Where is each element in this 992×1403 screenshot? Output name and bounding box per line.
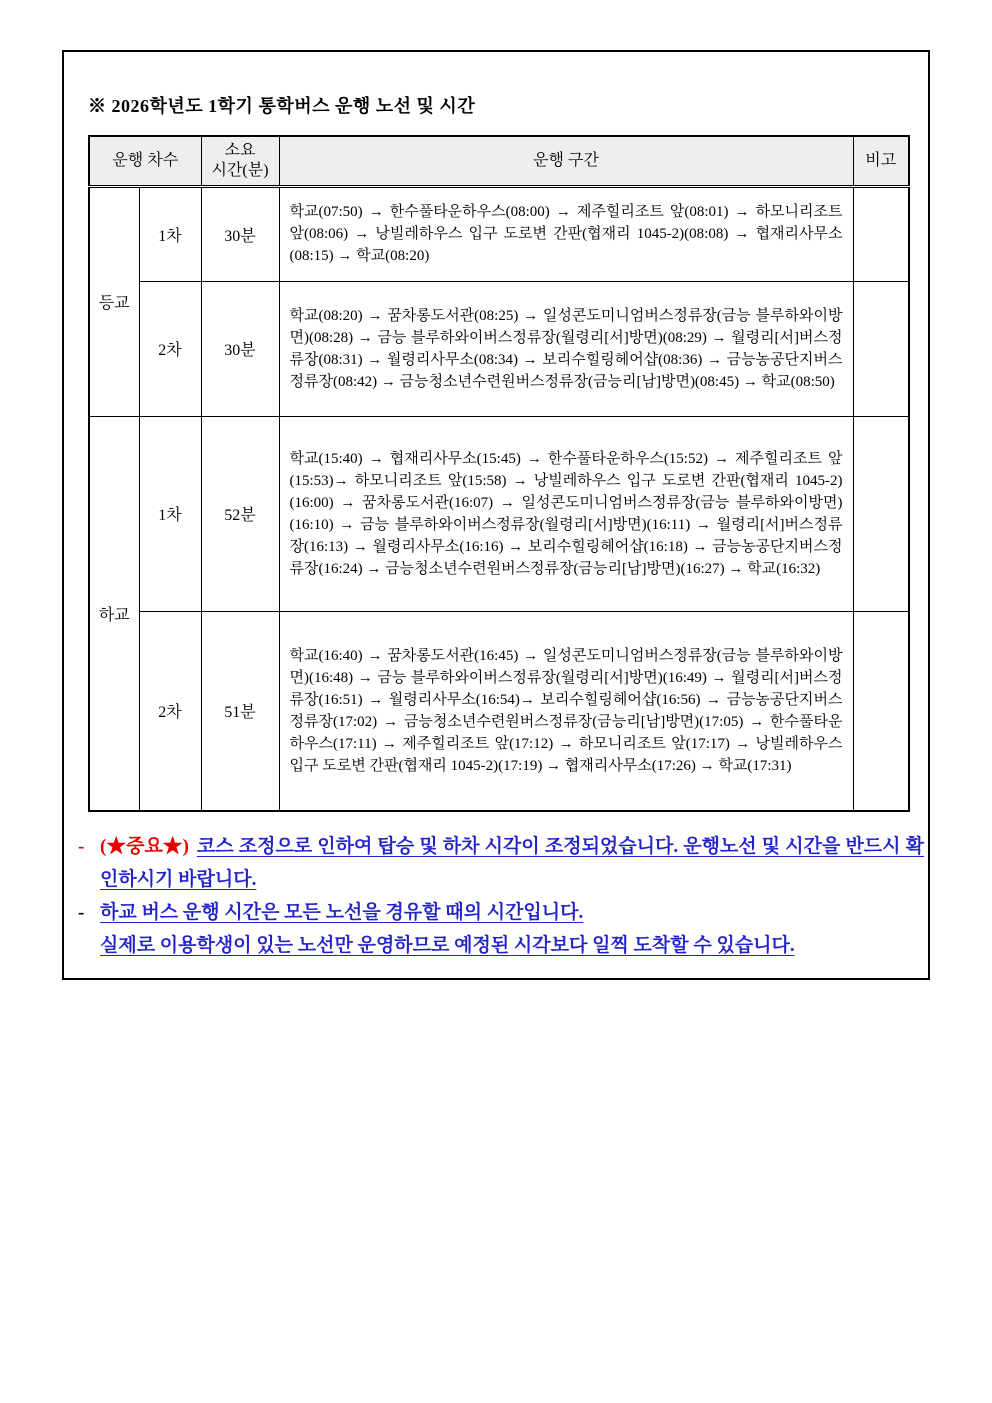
note-content: [100, 830, 924, 896]
cell-duration: 51분: [201, 611, 279, 811]
cell-remark: [853, 416, 909, 611]
cell-route: 학교(15:40) → 협재리사무소(15:45) → 한수풀타운하우스(15:52) → 제주힐리조트 앞(15:53)→ 하모니리조트 앞(15:58) → 낭빌레하우스 입구 도로변 간판(협재리 1045-2)(16:00) → 꿈차롱도서관(16:07) → 일성콘도미니엄버스정류장(금능 블루하와이방면)(16:10) → 금능 블루하와이버스정류장(월령리[서]방면)(16:11) → 월령리[서]버스정류장(16:13) → 월령리사무소(16:16) → 보리수힐링헤어샵(16:18) → 금능농공단지버스정류장(16:24) → 금능청소년수련원버스정류장(금능리[남]방면)(16:27) → 학교(16:32): [279, 416, 853, 611]
cell-duration: 30분: [201, 281, 279, 416]
notes-section: [78, 830, 924, 962]
cell-remark: [853, 611, 909, 811]
cell-group-from-school: 하교: [89, 416, 139, 811]
cell-trip-2: 2차: [139, 611, 201, 811]
note-content: [100, 896, 924, 929]
cell-duration: 30분: [201, 186, 279, 281]
note-dismissal-text: 하교 버스 운행 시간은 모든 노선을 경유할 때의 시간입니다.: [100, 902, 584, 923]
note-dash: -: [78, 836, 85, 857]
cell-trip-2: 2차: [139, 281, 201, 416]
header-duration: [201, 136, 279, 186]
cell-trip-1: 1차: [139, 186, 201, 281]
table-row: [89, 611, 909, 811]
cell-trip-1: 1차: [139, 416, 201, 611]
cell-route: 학교(16:40) → 꿈차롱도서관(16:45) → 일성콘도미니엄버스정류장(금능 블루하와이방면)(16:48) → 금능 블루하와이버스정류장(월령리[서]방면)(16:49) → 월령리[서]버스정류장(16:51) → 월령리사무소(16:54)→ 보리수힐링헤어샵(16:56) → 금능농공단지버스정류장(17:02) → 금능청소년수련원버스정류장(금능리[남]방면)(17:05) → 한수풀타운하우스(17:11) → 제주힐리조트 앞(17:12) → 하모니리조트 앞(17:17) → 낭빌레하우스 입구 도로변 간판(협재리 1045-2)(17:19) → 협재리사무소(17:26) → 학교(17:31): [279, 611, 853, 811]
header-route-section: 운행 구간: [279, 136, 853, 186]
note-early-arrival-text: 실제로 이용학생이 있는 노선만 운영하므로 예정된 시각보다 일찍 도착할 수 있습니다.: [100, 935, 795, 956]
header-trip-count: 운행 차수: [89, 136, 201, 186]
page-title: ※ 2026학년도 1학기 통학버스 운행 노선 및 시간: [88, 96, 476, 116]
note-content: [100, 929, 924, 962]
table-row: [89, 281, 909, 416]
note-important-prefix: (★중요★): [100, 836, 189, 857]
cell-duration: 52분: [201, 416, 279, 611]
cell-route: 학교(08:20) → 꿈차롱도서관(08:25) → 일성콘도미니엄버스정류장(금능 블루하와이방면)(08:28) → 금능 블루하와이버스정류장(월령리[서]방면)(08:29) → 월령리[서]버스정류장(08:31) → 월령리사무소(08:34) → 보리수힐링헤어샵(08:36) → 금능농공단지버스정류장(08:42) → 금능청소년수련원버스정류장(금능리[남]방면)(08:45) → 학교(08:50): [279, 281, 853, 416]
note-important-text: 코스 조정으로 인하여 탑승 및 하차 시각이 조정되었습니다. 운행노선 및 시간을 반드시 확인하시기 바랍니다.: [100, 836, 924, 890]
header-duration-line1: 소요: [224, 141, 256, 159]
table-header-row: [89, 136, 909, 186]
header-duration-line2: 시간(분): [211, 161, 269, 179]
header-remark: 비고: [853, 136, 909, 186]
cell-route: 학교(07:50) → 한수풀타운하우스(08:00) → 제주힐리조트 앞(08:01) → 하모니리조트 앞(08:06) → 낭빌레하우스 입구 도로변 간판(협재리 1045-2)(08:08) → 협재리사무소(08:15) → 학교(08:20): [279, 186, 853, 281]
note-early-arrival: [78, 929, 924, 962]
cell-group-to-school: 등교: [89, 186, 139, 416]
note-dismissal-time: [78, 896, 924, 929]
cell-remark: [853, 186, 909, 281]
table-row: [89, 186, 909, 281]
table-row: [89, 416, 909, 611]
note-important: [78, 830, 924, 896]
bus-schedule-table: [88, 135, 910, 812]
cell-remark: [853, 281, 909, 416]
note-dash: -: [78, 902, 85, 923]
